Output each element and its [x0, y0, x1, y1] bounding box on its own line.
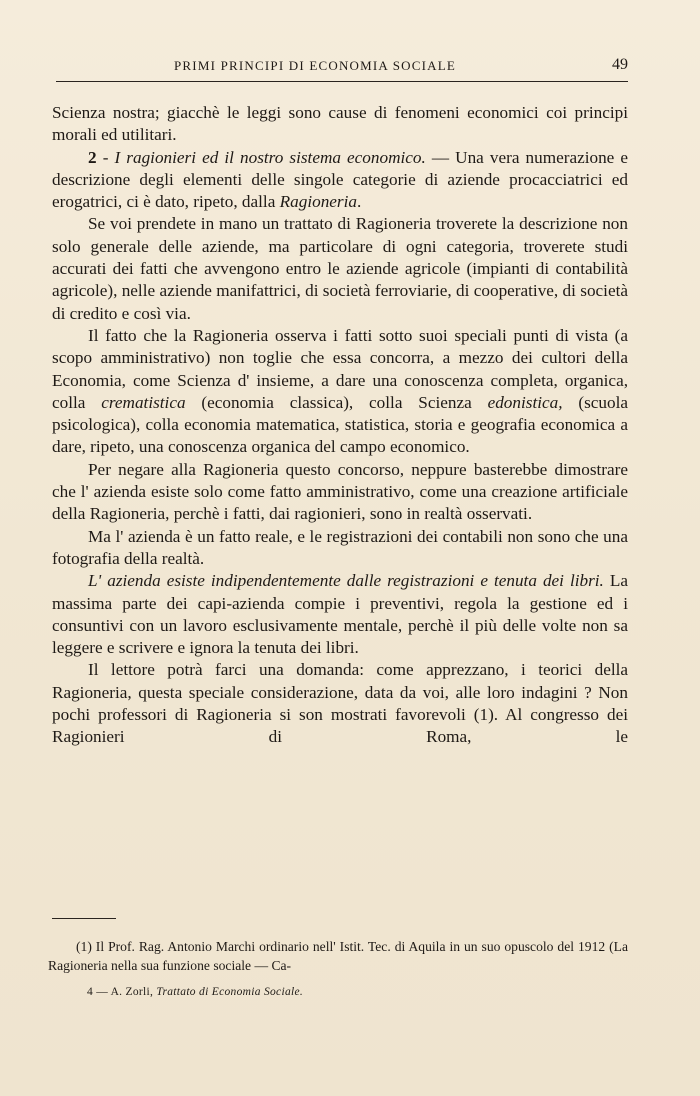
paragraph-4: [52, 325, 628, 459]
paragraph-6: Ma l' azienda è un fatto reale, e le registrazioni dei contabili non sono che una fotografia della realtà.: [52, 526, 628, 568]
paragraph-2: [52, 147, 628, 214]
body-text: [52, 102, 628, 749]
paragraph-4-italic-2: edonistica,: [487, 392, 563, 412]
signature-book-title: Trattato di Economia Sociale.: [156, 986, 304, 998]
section-title: - I ragionieri ed il nostro sistema economico.: [102, 147, 426, 167]
paragraph-2-text: — Una vera numerazione e descrizione degli elementi delle singole categorie di aziende procacciatrici ed erogatrici, ci è dato, ripeto, dalla: [52, 147, 629, 212]
paragraph-7-italic-lead: L' azienda esiste indipendentemente dalle registrazioni e tenuta dei libri.: [88, 571, 604, 591]
page-header: [56, 58, 628, 80]
paragraph-4-text-3: (scuola psicologica), colla economia matematica, statistica, storia e geografia economica a dare, ripeto, una conoscenza organica del campo economico.: [52, 392, 628, 457]
header-rule: [56, 81, 628, 82]
paragraph-8: Il lettore potrà farci una domanda: come apprezzano, i teorici della Ragioneria, questa speciale considerazione, data da voi, alle loro indagini ? Non pochi professori di Ragioneria si son mostrati favorevoli (1). Al congresso dei Ragionieri di Roma, le: [52, 660, 628, 747]
paragraph-1: Scienza nostra; giacchè le leggi sono cause di fenomeni economici coi principi morali ed utilitari.: [52, 103, 628, 145]
paragraph-4-text-2: (economia classica), colla Scienza: [185, 392, 488, 412]
paragraph-7-text: La massima parte dei capi-azienda compie i preventivi, regola la gestione ed i consuntivi con un lavoro esclusivamente mentale, perchè il più delle volte non sa leggere e scrivere e ignora la tenuta dei libri.: [52, 571, 628, 658]
paragraph-5: Per negare alla Ragioneria questo concorso, neppure basterebbe dimostrare che l' azienda esiste solo come fatto amministrativo, come una creazione artificiale della Ragioneria, perchè i fatti, dai ragionieri, sono in realtà osservati.: [52, 459, 628, 524]
footnote-rule: [52, 918, 116, 919]
paragraph-4-italic-1: crematistica: [101, 392, 186, 412]
page-number: 49: [612, 56, 628, 73]
running-title: PRIMI PRINCIPI DI ECONOMIA SOCIALE: [174, 58, 457, 73]
section-number: 2: [88, 147, 97, 167]
paragraph-3: Se voi prendete in mano un trattato di Ragioneria troverete la descrizione non solo generale delle aziende, ma particolare di ogni categoria, troverete studi accurati dei fatti che avvengono entro le aziende agricole (impianti di contabilità agricole), nelle aziende manifattrici, di società ferroviarie, di cooperative, di società di credito e così via.: [52, 214, 628, 323]
signature-line: [87, 986, 303, 998]
paragraph-7: [52, 570, 628, 659]
signature-sheet-number: 4 — A. Zorli,: [87, 986, 154, 998]
paragraph-2-end: .: [356, 192, 362, 212]
paragraph-4-text-1: Il fatto che la Ragioneria osserva i fatti sotto suoi speciali punti di vista (a scopo amministrativo) non toglie che essa concorra, a mezzo dei cultori della Economia, come Scienza d' insieme, a dare una conoscenza completa, organica, colla: [52, 325, 628, 412]
paragraph-2-italic-term: Ragioneria: [279, 192, 357, 212]
footnote: (1) Il Prof. Rag. Antonio Marchi ordinario nell' Istit. Tec. di Aquila in un suo opuscolo del 1912 (La Ragioneria nella sua funzione sociale — Ca-: [48, 939, 628, 973]
